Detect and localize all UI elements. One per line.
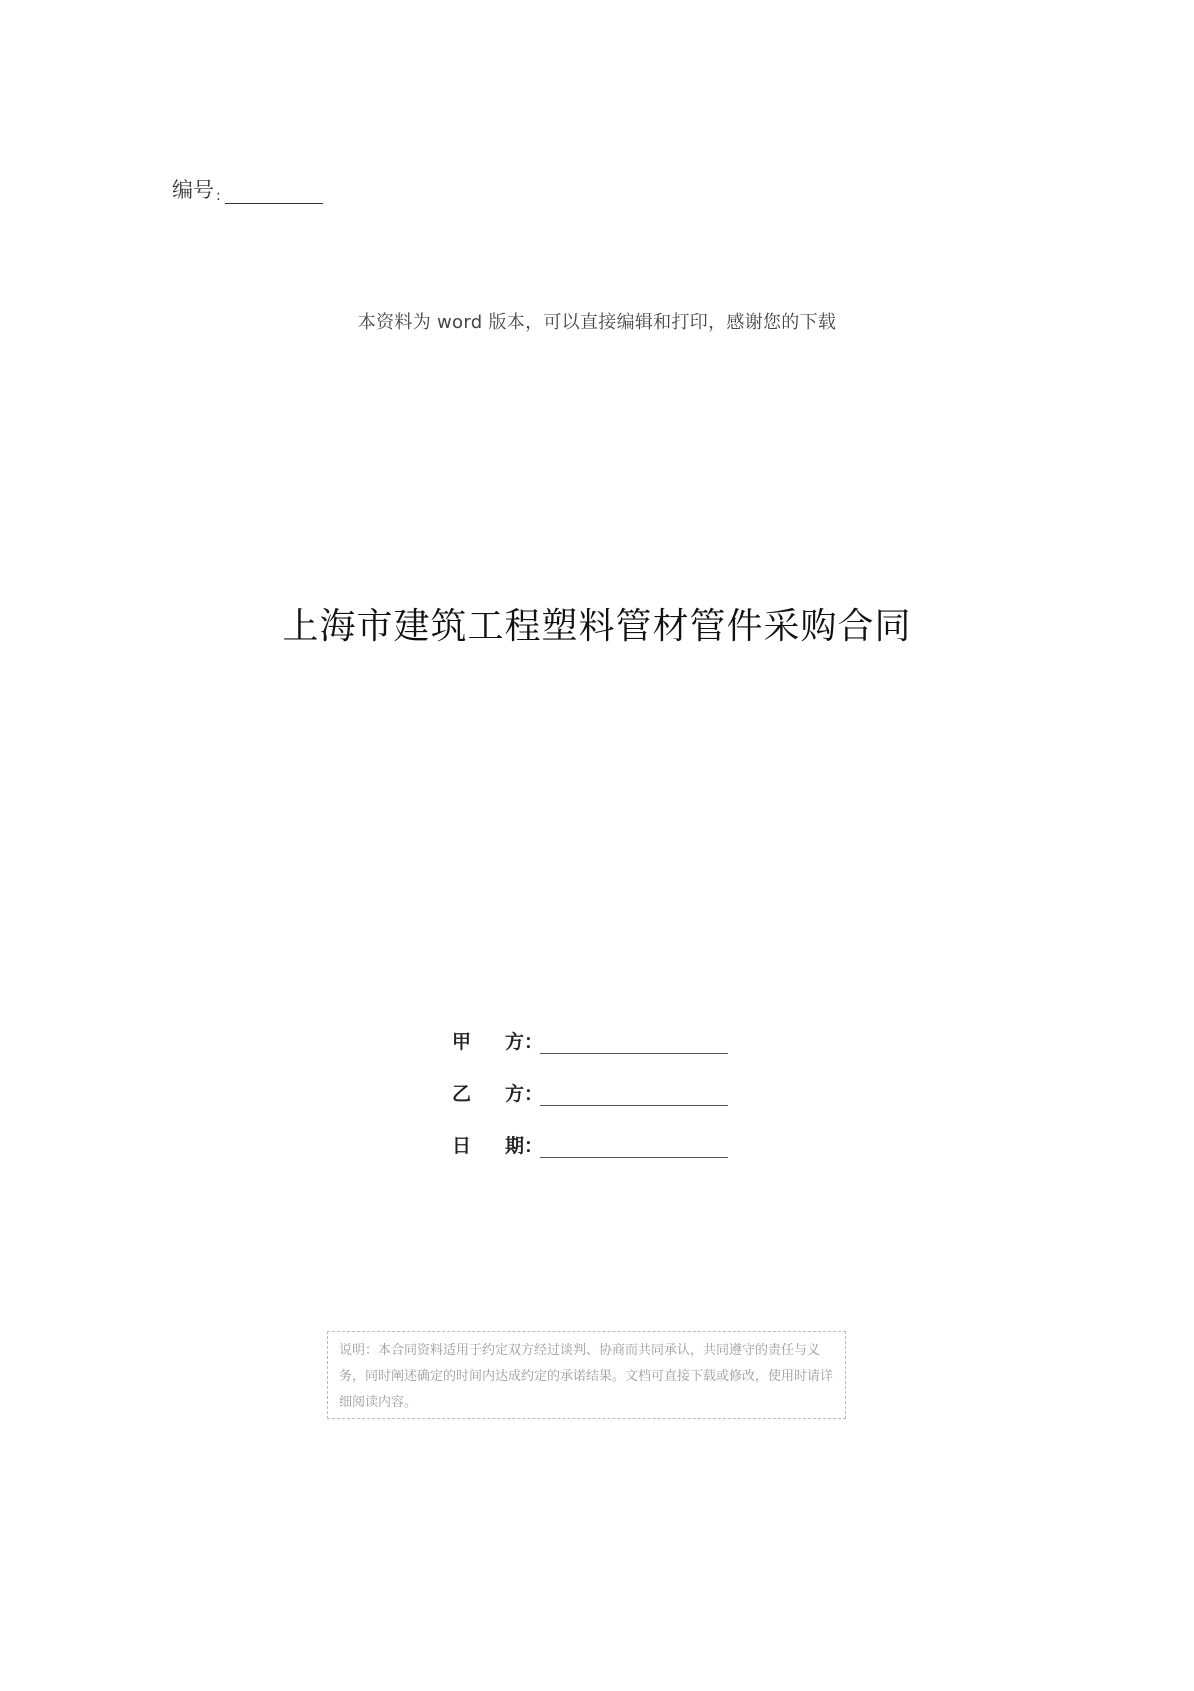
date-label: 日 期 [452,1135,524,1157]
party-a-label: 甲 方 [452,1031,524,1053]
download-notice: 本资料为 word 版本，可以直接编辑和打印，感谢您的下载 [357,312,837,333]
description-box [327,1331,846,1419]
party-a-colon: ： [524,1031,544,1053]
party-a-blank[interactable] [540,1033,728,1054]
party-b-colon: ： [524,1083,544,1105]
serial-number-separator: : [216,188,221,204]
party-b-row [452,1054,728,1106]
date-colon: ： [524,1135,544,1157]
signature-block [452,1002,728,1158]
party-a-row [452,1002,728,1054]
party-b-label: 乙 方 [452,1083,524,1105]
description-text: 说明：本合同资料适用于约定双方经过谈判、协商而共同承认，共同遵守的责任与义务，同时阐述确定的时间内达成约定的承诺结果。文档可直接下载或修改，使用时请详细阅读内容。 [339,1343,834,1410]
serial-number-label: 编号 [172,178,214,202]
serial-number-field [172,174,323,204]
party-b-blank[interactable] [540,1085,728,1106]
date-blank[interactable] [540,1137,728,1158]
contract-title: 上海市建筑工程塑料管材管件采购合同 [282,606,912,647]
date-row [452,1106,728,1158]
serial-number-blank[interactable] [225,181,323,204]
